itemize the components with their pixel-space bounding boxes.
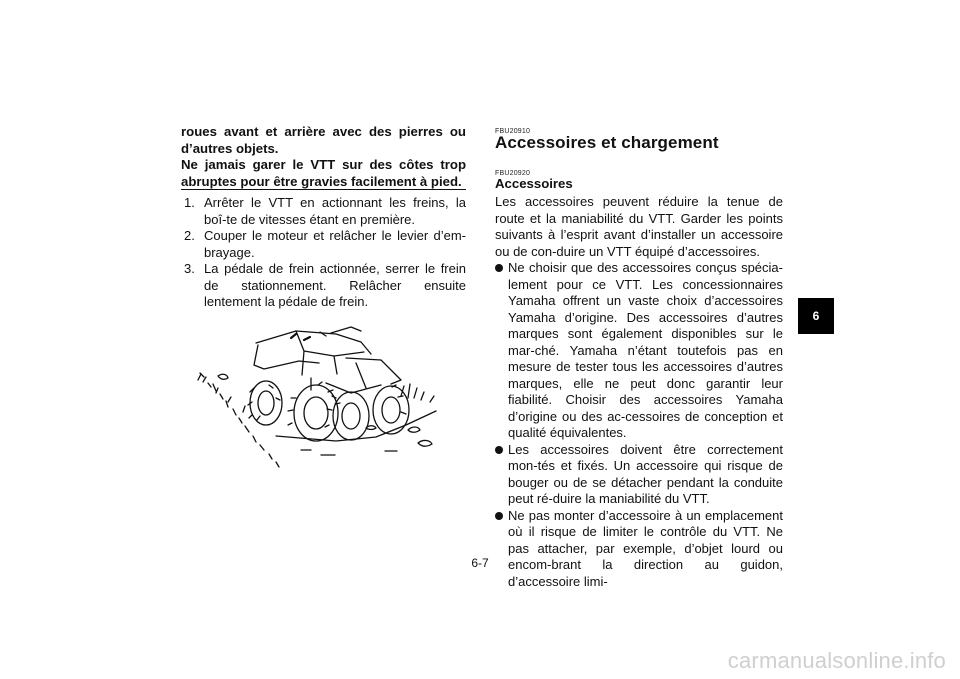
chapter-tab: 6 — [798, 298, 834, 334]
subsection-code: FBU20920 — [495, 170, 531, 177]
page-number: 6-7 — [471, 556, 489, 570]
warning-line-1: roues avant et arrière avec des pierres ou d’autres objets. — [181, 124, 466, 156]
step-2 — [181, 228, 466, 261]
bullet-text: Les accessoires doivent être correctement mon-tés et fixés. Un accessoire qui risque de bouger ou de se détacher pendant la conduite peut ré-duire la maniabilité du VTT. — [508, 441, 783, 506]
bullet-dot-icon — [495, 512, 503, 520]
step-text: Arrêter le VTT en actionnant les freins, la boî-te de vitesses étant en première. — [204, 195, 466, 227]
subsection-title: Accessoires — [495, 176, 573, 191]
parking-steps — [181, 195, 466, 311]
step-number: 1. — [184, 195, 195, 210]
step-number: 3. — [184, 261, 195, 276]
bullet-item — [495, 442, 783, 508]
warning-line-2: Ne jamais garer le VTT sur des côtes trop abruptes pour être gravies facilement à pied. — [181, 157, 466, 189]
atv-parked-on-slope-illustration — [196, 318, 466, 473]
section-title: Accessoires et chargement — [495, 133, 719, 152]
watermark: carmanualsonline.info — [727, 648, 946, 673]
section-code: FBU20910 — [495, 128, 531, 135]
step-number: 2. — [184, 228, 195, 243]
step-text: Couper le moteur et relâcher le levier d’em-brayage. — [204, 228, 466, 260]
accessories-body — [495, 194, 783, 590]
step-1 — [181, 195, 466, 228]
bullet-item — [495, 260, 783, 442]
bullet-dot-icon — [495, 264, 503, 272]
bullet-text: Ne choisir que des accessoires conçus spécia-lement pour ce VTT. Les concessionnaires Yamaha offrent un vaste choix d’accessoires Yamaha d’origine. Des accessoires d’autres marques sont également disponibles sur le mar-ché. Yamaha n’étant toutefois pas en mesure de tester tous les accessoires d’autres marques, elle ne peut donc garantir leur fiabilité. Choisir des accessoires Yamaha d’origine ou des ac-cessoires de conception et qualité équivalentes. — [508, 260, 783, 440]
bullet-item — [495, 508, 783, 591]
warning-text — [181, 124, 466, 190]
bullet-text: Ne pas monter d’accessoire à un emplacement où il risque de limiter le contrôle du VTT. Ne pas attacher, par exemple, d’objet lourd ou encom-brant la direction au guidon, d’accessoire limi- — [508, 507, 783, 589]
intro-paragraph: Les accessoires peuvent réduire la tenue de route et la maniabilité du VTT. Garder les points suivants à l’esprit avant d’installer un accessoire ou de con-duire un VTT équipé d’accessoires. — [495, 194, 783, 259]
step-3 — [181, 261, 466, 311]
bullet-dot-icon — [495, 446, 503, 454]
warning-divider — [181, 189, 466, 190]
step-text: La pédale de frein actionnée, serrer le frein de stationnement. Relâcher ensuite lentement la pédale de frein. — [204, 261, 466, 309]
